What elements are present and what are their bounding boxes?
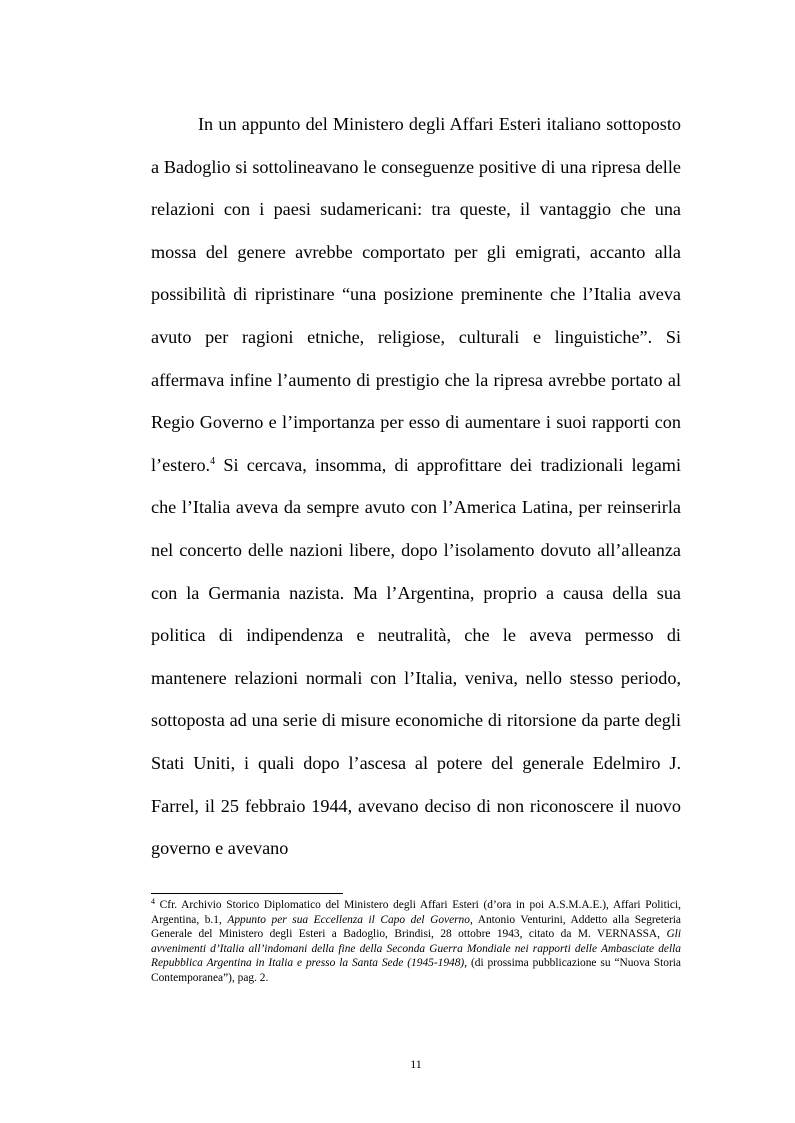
footnote-number: 4 xyxy=(151,897,155,906)
footnote xyxy=(151,898,681,986)
footnote-title-appunto: Appunto per sua Eccellenza il Capo del Governo xyxy=(227,913,470,926)
body-text-part-2: Si cercava, insomma, di approfittare dei tradizionali legami che l’Italia aveva da sempre avuto con l’America Latina, per reinserirla nel concerto delle nazioni libere, dopo l’isolamento dovuto all’alleanza con la Germania nazista. Ma l’Argentina, proprio a causa della sua politica di indipendenza e neutralità, che le aveva permesso di mantenere relazioni normali con l’Italia, veniva, nello stesso periodo, sottoposta ad una serie di misure economiche di ritorsione da parte degli Stati Uniti, i quali dopo l’ascesa al potere del generale Edelmiro J. Farrel, il 25 febbraio 1944, avevano deciso di non riconoscere il nuovo governo e avevano xyxy=(151,454,681,859)
footnote-title-avvenimenti: Gli avvenimenti d’Italia all’indomani della fine della Seconda Guerra Mondiale nei rapporti delle Ambasciate della Repubblica Argentina in Italia e presso la Santa Sede (1945-1948), xyxy=(151,928,681,970)
body-text-part-1: In un appunto del Ministero degli Affari Esteri italiano sottoposto a Badoglio si sottolineavano le conseguenze positive di una ripresa delle relazioni con i paesi sudamericani: tra queste, il vantaggio che una mossa del genere avrebbe comportato per gli emigrati, accanto alla possibilità di ripristinare “una posizione preminente che l’Italia aveva avuto per ragioni etniche, religiose, culturali e linguistiche”. Si affermava infine l’aumento di prestigio che la ripresa avrebbe portato al Regio Governo e l’importanza per esso di aumentare i suoi rapporti con l’estero. xyxy=(151,114,681,475)
footnote-text-c: (di prossima pubblicazione su “Nuova Storia Contemporanea”), pag. 2. xyxy=(151,957,681,984)
page-number: 11 xyxy=(410,1057,422,1071)
footnote-text-a: Cfr. Archivio Storico Diplomatico del Ministero degli Affari Esteri (d’ora in poi A.S.M.A.E.), Affari Politici, Argentina, b.1, xyxy=(151,899,681,926)
footnote-reference[interactable]: 4 xyxy=(210,455,216,467)
body-paragraph xyxy=(151,103,681,870)
footnote-text-b: , Antonio Venturini, Addetto alla Segreteria Generale del Ministero degli Esteri a Badoglio, Brindisi, 28 ottobre 1943, citato da M. VERNASSA, xyxy=(151,913,681,941)
footnote-separator xyxy=(151,893,343,894)
